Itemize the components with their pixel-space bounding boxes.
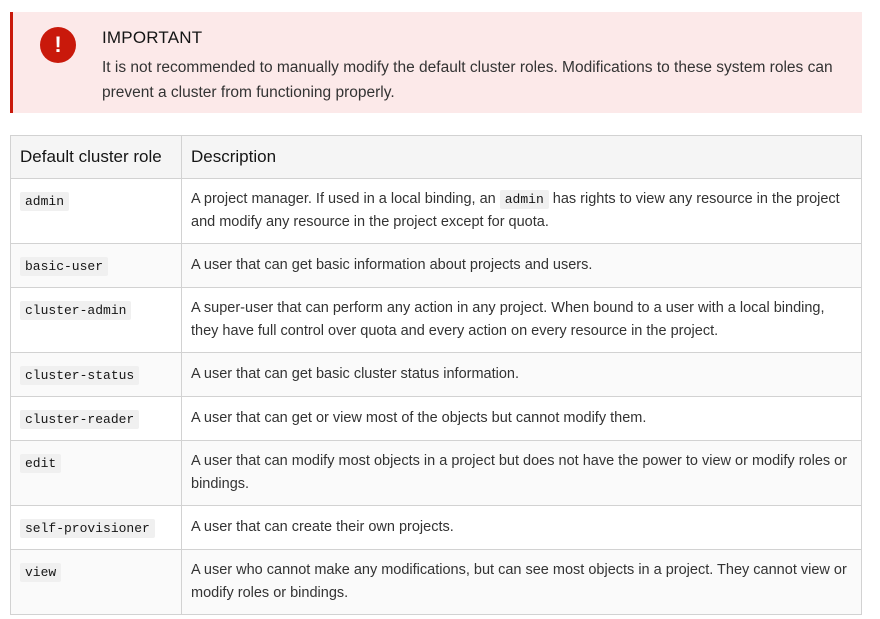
table-row — [11, 179, 862, 244]
description-cell — [182, 179, 862, 244]
role-name: view — [20, 563, 61, 582]
cluster-roles-table — [10, 135, 862, 615]
role-cell — [11, 441, 182, 506]
admonition-title: IMPORTANT — [102, 28, 203, 47]
important-admonition — [10, 12, 862, 113]
description-text: has rights to view any resource in the project and modify any resource in the project except for quota. — [191, 191, 840, 230]
description-cell: A user that can modify most objects in a project but does not have the power to view or modify roles or bindings. — [182, 441, 862, 506]
role-cell — [11, 506, 182, 550]
table-row — [11, 506, 862, 550]
role-name: basic-user — [20, 257, 108, 276]
role-cell — [11, 550, 182, 615]
description-cell: A user that can get or view most of the objects but cannot modify them. — [182, 397, 862, 441]
description-cell: A super-user that can perform any action in any project. When bound to a user with a local binding, they have full control over quota and every action on every resource in the project. — [182, 288, 862, 353]
role-name: cluster-reader — [20, 410, 139, 429]
admonition-text: It is not recommended to manually modify the default cluster roles. Modifications to these system roles can prevent a cluster from functioning properly. — [102, 59, 833, 101]
table-row — [11, 550, 862, 615]
table-row — [11, 288, 862, 353]
inline-code: admin — [500, 190, 549, 209]
description-text: A project manager. If used in a local binding, an — [191, 191, 500, 207]
header-description: Description — [182, 136, 862, 179]
role-name: edit — [20, 454, 61, 473]
role-cell — [11, 244, 182, 288]
description-cell: A user who cannot make any modifications, but can see most objects in a project. They cannot view or modify roles or bindings. — [182, 550, 862, 615]
table-row — [11, 441, 862, 506]
table-header-row — [11, 136, 862, 179]
role-cell — [11, 179, 182, 244]
role-name: self-provisioner — [20, 519, 155, 538]
table-row — [11, 397, 862, 441]
description-cell: A user that can create their own projects. — [182, 506, 862, 550]
role-cell — [11, 288, 182, 353]
role-name: cluster-status — [20, 366, 139, 385]
table-row — [11, 353, 862, 397]
description-cell: A user that can get basic cluster status information. — [182, 353, 862, 397]
role-cell — [11, 353, 182, 397]
description-cell: A user that can get basic information about projects and users. — [182, 244, 862, 288]
role-name: admin — [20, 192, 69, 211]
role-cell — [11, 397, 182, 441]
role-name: cluster-admin — [20, 301, 131, 320]
table-row — [11, 244, 862, 288]
exclamation-circle-icon: ! — [40, 27, 76, 63]
header-role: Default cluster role — [11, 136, 182, 179]
